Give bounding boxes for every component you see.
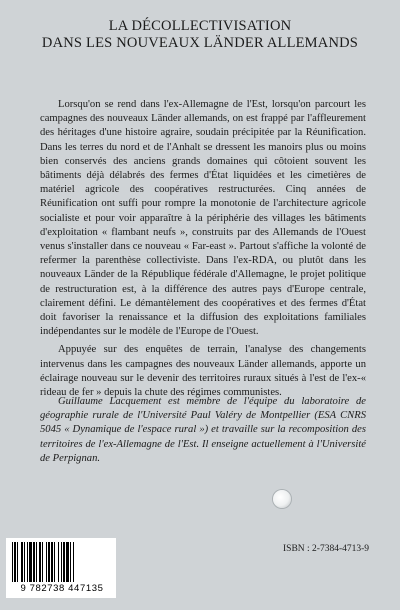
back-cover-summary bbox=[40, 98, 366, 400]
globe-logo-icon bbox=[273, 490, 291, 508]
isbn: ISBN : 2-7384-4713-9 bbox=[283, 544, 370, 554]
book-title bbox=[0, 18, 400, 52]
title-line-2: DANS LES NOUVEAUX LÄNDER ALLEMANDS bbox=[41, 35, 359, 51]
barcode-number: 9 782738 447135 bbox=[20, 583, 104, 594]
barcode-icon bbox=[12, 542, 110, 582]
title-line-1: LA DÉCOLLECTIVISATION bbox=[108, 18, 292, 34]
barcode bbox=[6, 538, 116, 598]
summary-paragraph-2: Appuyée sur des enquêtes de terrain, l'analyse des changements intervenus dans les campagnes des nouveaux Länder allemands, apporte un éclairage nouveau sur le devenir des territoires ruraux situés à l'est de l'ex-« rideau de fer » depuis la chute des régimes communistes. bbox=[40, 344, 366, 399]
summary-paragraph-1: Lorsqu'on se rend dans l'ex-Allemagne de l'Est, lorsqu'on parcourt les campagnes des nouveaux Länder allemands, on est frappé par l'affleurement des héritages d'une histoire agraire, soudain précipitée par la Réunification. Dans les terres du nord et de l'Anhalt se dressent les manoirs plus ou moins bien conservés des anciens grands domaines qui côtoient souvent les bâtiments déjà délabrés des fermes d'État liquidées et les cimetières de matériel agricole des coopératives restructurées. Cinq années de Réunification ont suffi pour rompre la monotonie de l'architecture agricole socialiste et pour voir apparaître à la périphérie des villages les bâtiments d'exploitation « flambant neufs », construits par des Allemands de l'Ouest venus s'installer dans ce nouveau « Far-east ». Partout s'affiche la volonté de refermer la parenthèse collectiviste. Dans l'ex-RDA, ou plutôt dans les nouveaux Länder de la République fédérale d'Allemagne, le projet politique de restructuration est, à la différence des autres pays d'Europe centrale, clairement défini. Le démantèlement des coopératives et des fermes d'État doit favoriser la renaissance et la diffusion des exploitations familiales indépendantes sur le modèle de l'Europe de l'Ouest. bbox=[40, 99, 366, 338]
author-bio: Guillaume Lacquement est membre de l'équipe du laboratoire de géographie rurale de l'Université Paul Valéry de Montpellier (ESA CNRS 5045 « Dynamique de l'espace rural ») et travaille sur la recomposition des territoires de l'ex-Allemagne de l'Est. Il enseigne actuellement à l'Université de Perpignan. bbox=[40, 396, 366, 464]
